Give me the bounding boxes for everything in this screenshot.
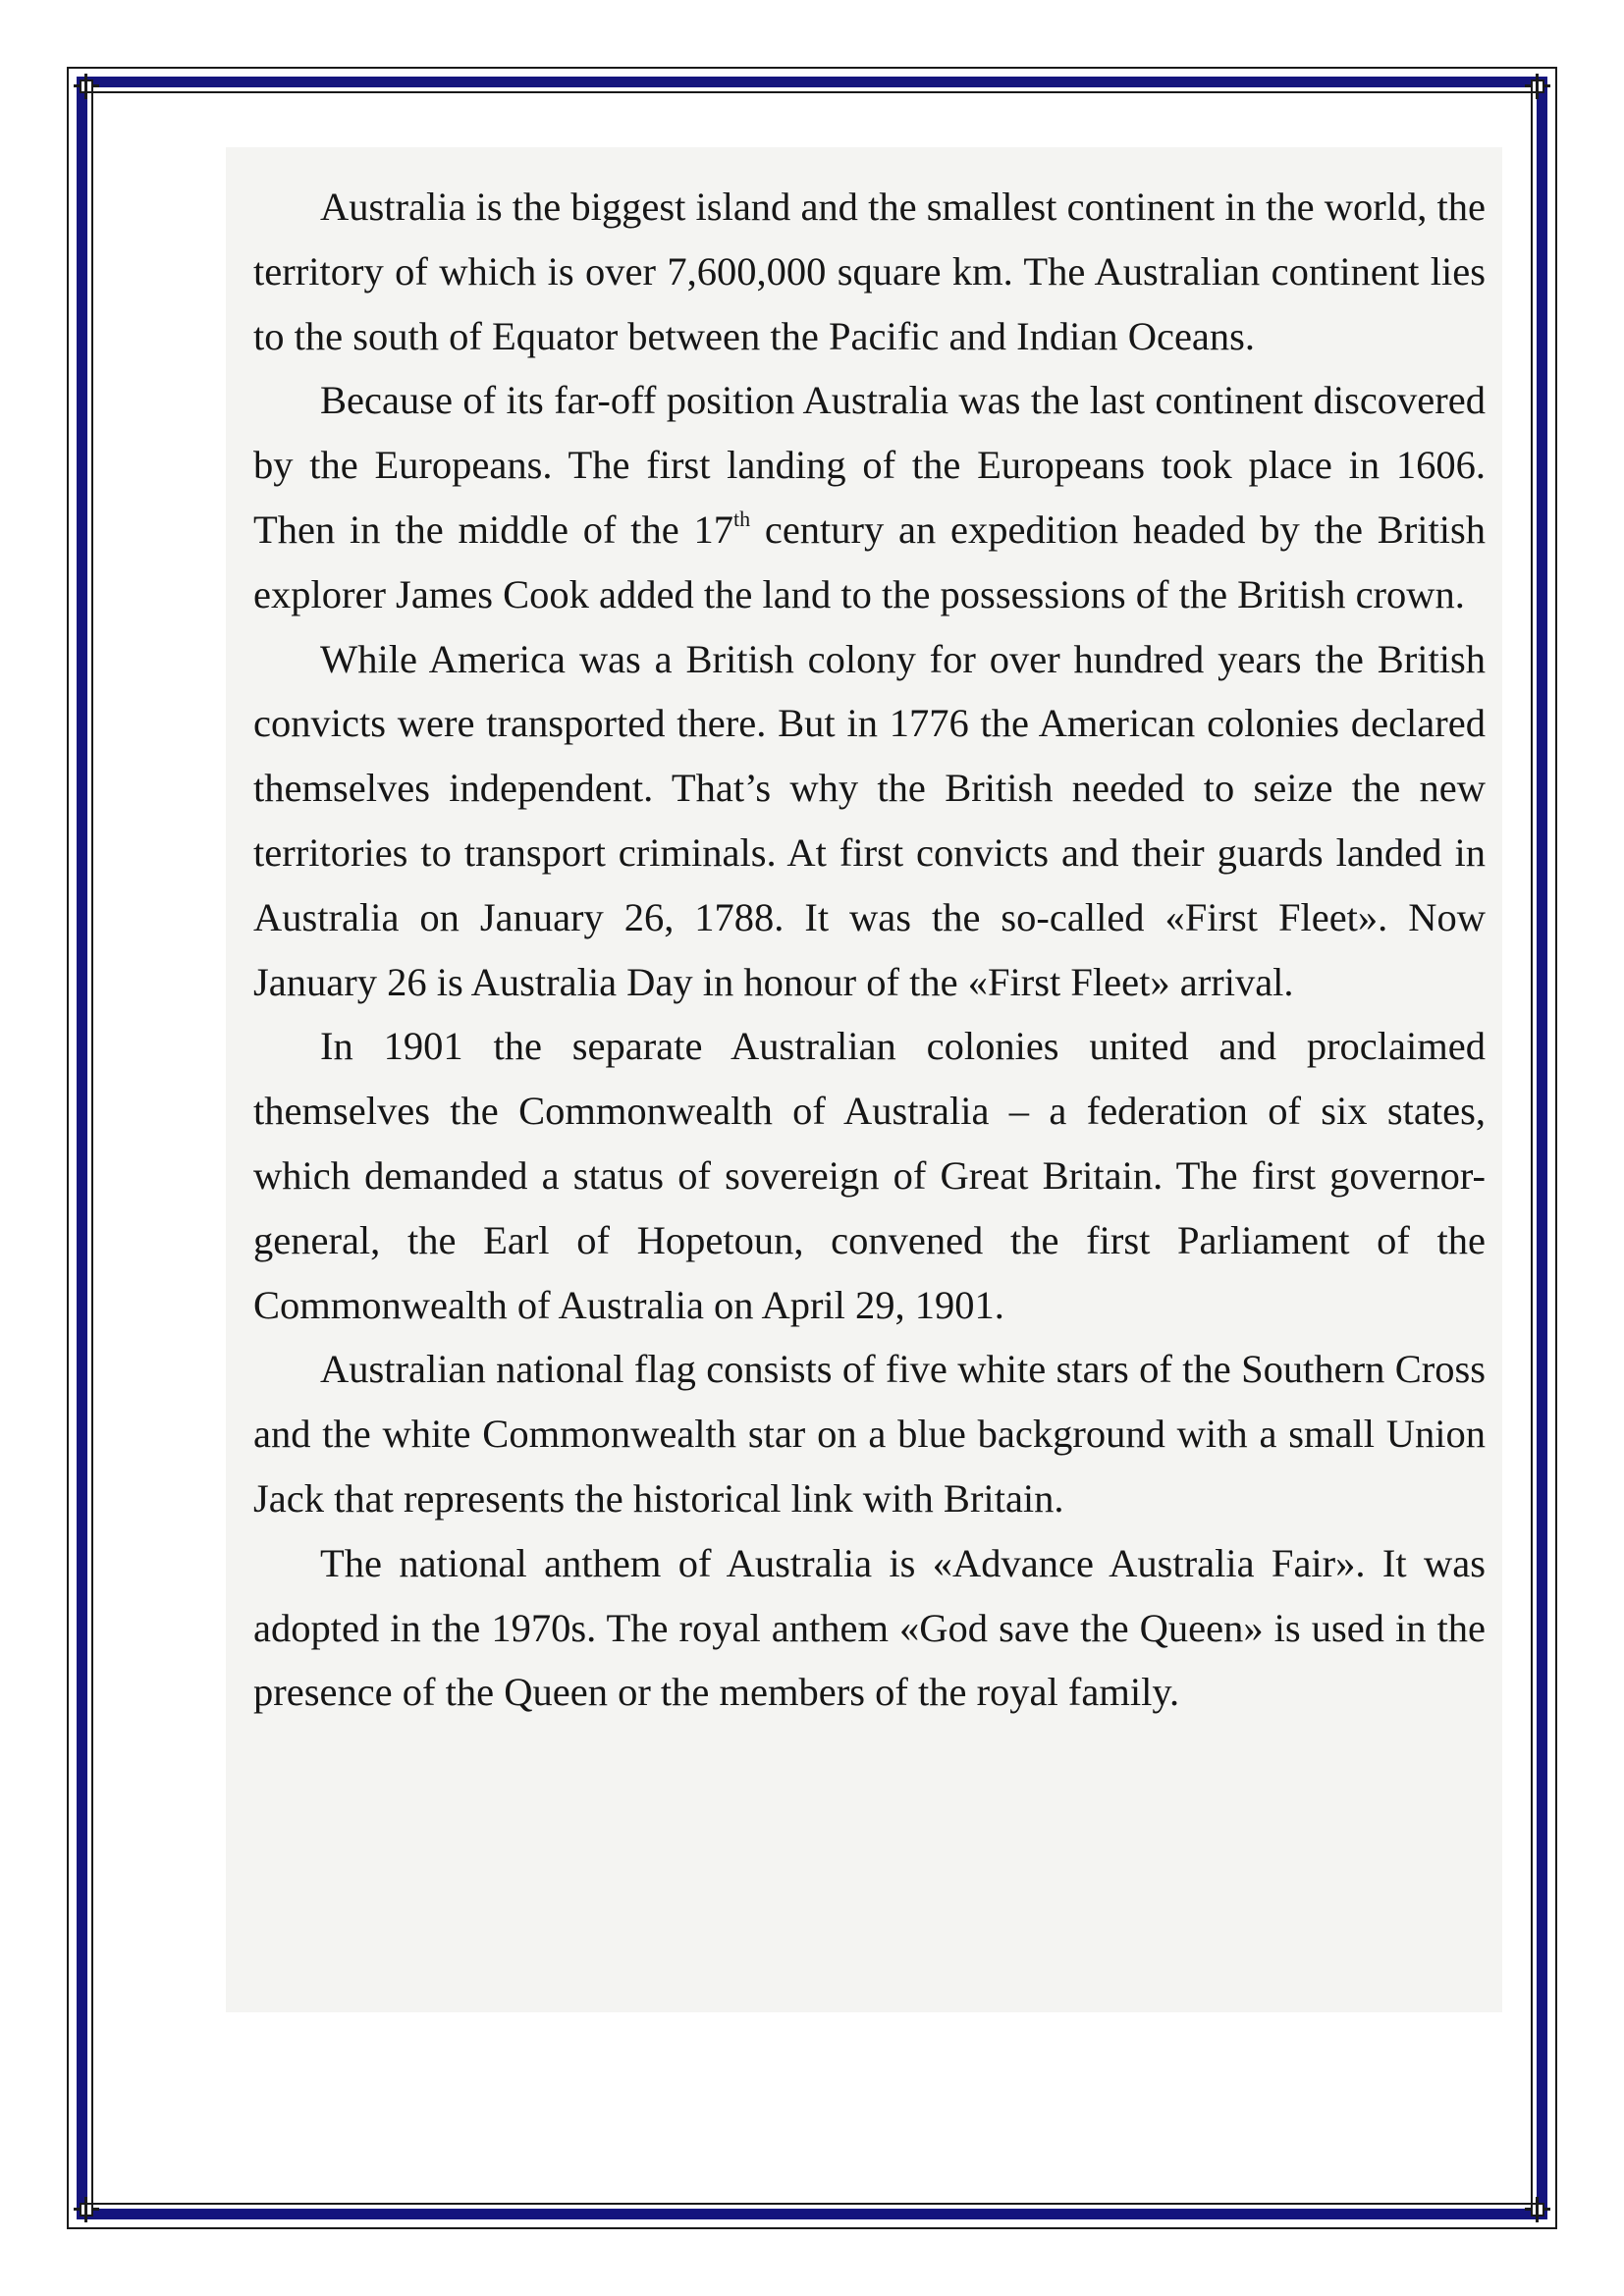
article-text xyxy=(253,175,1486,1725)
paragraph-2 xyxy=(253,368,1486,626)
corner-ornament-top-left xyxy=(74,74,99,99)
paragraph-6: The national anthem of Australia is «Advance Australia Fair». It was adopted in the 1970s. The royal anthem «God save the Queen» is used in the presence of the Queen or the members of the royal family. xyxy=(253,1540,1486,1715)
corner-ornament-bottom-left xyxy=(74,2197,99,2222)
paragraph-4: In 1901 the separate Australian colonies united and proclaimed themselves the Commonwealth of Australia – a federation of six states, which demanded a status of sovereign of Great Britain. The first governor-general, the Earl of Hopetoun, convened the first Parliament of the Commonwealth of Australia on April 29, 1901. xyxy=(253,1024,1486,1327)
paragraph-3: While America was a British colony for over hundred years the British convicts were transported there. But in 1776 the American colonies declared themselves independent. That’s why the British needed to seize the new territories to transport criminals. At first convicts and their guards landed in Australia on January 26, 1788. It was the so-called «First Fleet». Now January 26 is Australia Day in honour of the «First Fleet» arrival. xyxy=(253,636,1486,1004)
paragraph-2-part-1: Because of its far-off position Australia was the last continent discovered by the Europeans. The first landing of the Europeans took place in 1606. Then in the middle of the 17 xyxy=(253,378,1486,552)
paragraph-1: Australia is the biggest island and the smallest continent in the world, the territory of which is over 7,600,000 square km. The Australian continent lies to the south of Equator between the Pacific and Indian Oceans. xyxy=(253,185,1486,358)
superscript-th: th xyxy=(732,506,751,531)
paragraph-5: Australian national flag consists of five white stars of the Southern Cross and the white Commonwealth star on a blue background with a small Union Jack that represents the historical link with Britain. xyxy=(253,1347,1486,1521)
corner-ornament-top-right xyxy=(1525,74,1550,99)
paragraph-2-part-2: century an expedition headed by the British explorer James Cook added the land to the possessions of the British crown. xyxy=(253,507,1486,616)
corner-ornament-bottom-right xyxy=(1525,2197,1550,2222)
